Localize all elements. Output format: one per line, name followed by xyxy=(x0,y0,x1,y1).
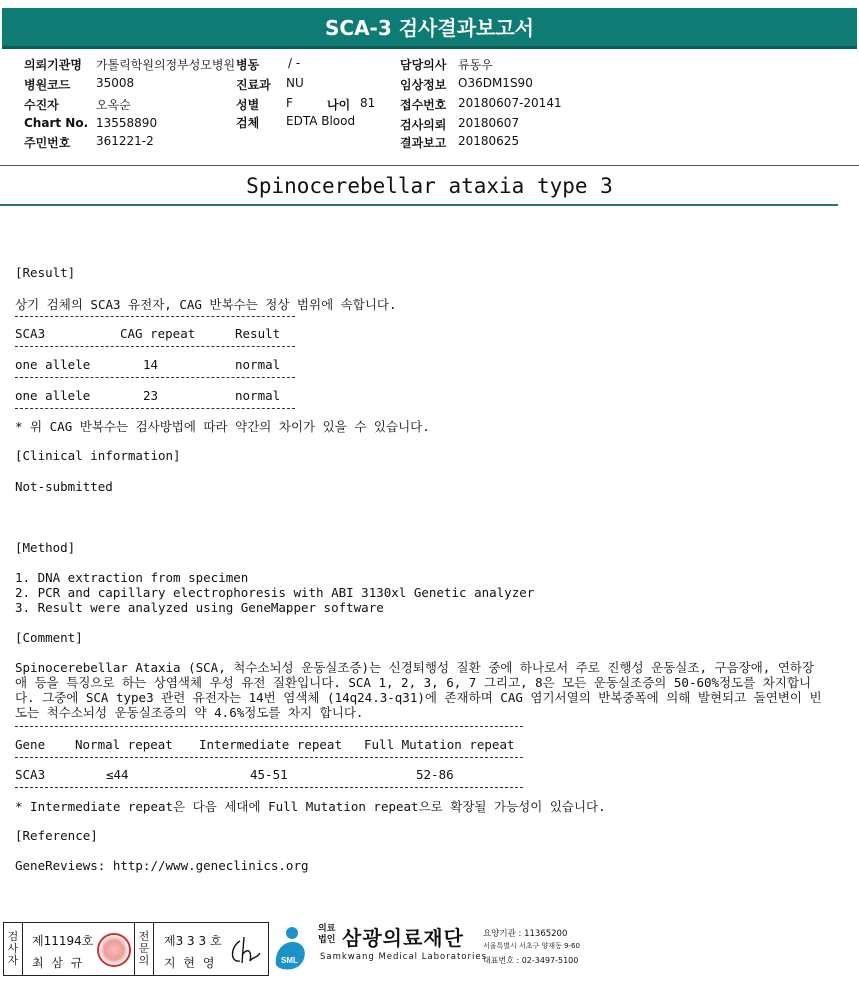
corp-label-bottom: 법인 xyxy=(318,935,336,945)
patient-value: 오옥순 xyxy=(96,98,131,112)
resident-no-value: 361221-2 xyxy=(96,134,154,148)
examiner-name: 최 삼 규 xyxy=(32,956,85,970)
examiner-seal-icon xyxy=(97,933,131,967)
reviewer-label: 전문의 xyxy=(138,930,150,967)
result-row-allele: one allele xyxy=(15,357,91,372)
address: 서울특별시 서초구 양재동 9-60 xyxy=(483,942,580,950)
sml-logo-icon xyxy=(272,925,310,971)
comment-col-normal: Normal repeat xyxy=(75,737,173,752)
result-heading: [Result] xyxy=(15,265,76,280)
patient-label: 수진자 xyxy=(24,98,59,112)
patient-header xyxy=(0,54,859,164)
signature-box xyxy=(3,922,269,976)
reviewer-license: 제3 3 3 호 xyxy=(164,934,222,948)
hospital-code-value: 35008 xyxy=(96,76,135,90)
specimen-label: 검체 xyxy=(236,116,260,130)
clinical-text: Not-submitted xyxy=(15,479,113,494)
report-footer xyxy=(0,915,859,986)
comment-heading: [Comment] xyxy=(15,630,83,645)
report-date-label: 결과보고 xyxy=(400,136,447,150)
report-date-value: 20180625 xyxy=(458,134,520,148)
comment-table-rule xyxy=(15,726,523,727)
comment-row-intermediate: 45-51 xyxy=(250,767,288,782)
corp-label-top: 의료 xyxy=(318,924,336,934)
corp-name: 삼광의료재단 xyxy=(342,926,464,950)
chart-no-label: Chart No. xyxy=(24,116,89,130)
result-note: * 위 CAG 반복수는 검사방법에 따라 약간의 차이가 있을 수 있습니다. xyxy=(15,419,430,434)
comment-col-full: Full Mutation repeat xyxy=(364,737,515,752)
sex-label: 성별 xyxy=(236,98,260,112)
method-item: 3. Result were analyzed using GeneMapper software xyxy=(15,600,384,615)
reference-heading: [Reference] xyxy=(15,828,98,843)
institution-label: 의뢰기관명 xyxy=(24,58,82,72)
clinical-heading: [Clinical information] xyxy=(15,448,181,463)
comment-row-normal: ≤44 xyxy=(106,767,129,782)
method-item: 1. DNA extraction from specimen xyxy=(15,570,249,585)
result-row-repeat: 14 xyxy=(143,357,159,372)
result-table-rule xyxy=(15,408,295,409)
receipt-no-value: 20180607-20141 xyxy=(458,96,562,110)
header-divider xyxy=(0,165,859,166)
sex-value: F xyxy=(286,96,293,110)
reviewer-name: 지 현 영 xyxy=(164,956,217,970)
request-date-label: 검사의뢰 xyxy=(400,118,447,132)
institution-value: 가톨릭학원의정부성모병원 xyxy=(96,58,236,72)
result-col-sca3: SCA3 xyxy=(15,326,46,341)
method-item: 2. PCR and capillary electrophoresis with ABI 3130xl Genetic analyzer xyxy=(15,585,535,600)
result-row-allele: one allele xyxy=(15,388,91,403)
result-row-status: normal xyxy=(235,357,281,372)
facility-code: 요양기관 : 11365200 xyxy=(483,929,568,939)
corp-name-en: Samkwang Medical Laboratories xyxy=(320,952,488,962)
hospital-code-label: 병원코드 xyxy=(24,78,71,92)
specimen-value: EDTA Blood xyxy=(286,114,356,128)
title-divider xyxy=(0,204,838,206)
clinical-info-value: O36DM1S90 xyxy=(458,76,533,90)
signature-icon xyxy=(226,933,262,967)
comment-note: * Intermediate repeat은 다음 세대에 Full Mutation repeat으로 확장될 가능성이 있습니다. xyxy=(15,799,606,814)
result-row-repeat: 23 xyxy=(143,388,159,403)
age-value: 81 xyxy=(360,96,376,110)
result-table-rule xyxy=(15,377,295,378)
result-table-rule xyxy=(15,316,295,317)
comment-row-gene: SCA3 xyxy=(15,767,46,782)
sml-logo-text: SML xyxy=(281,956,298,965)
comment-table-rule xyxy=(15,787,523,788)
comment-col-intermediate: Intermediate repeat xyxy=(199,737,342,752)
receipt-no-label: 접수번호 xyxy=(400,98,447,112)
result-col-result: Result xyxy=(235,326,281,341)
document-title: Spinocerebellar ataxia type 3 xyxy=(246,174,613,198)
ward-label: 병동 xyxy=(236,58,260,72)
comment-text: Spinocerebellar Ataxia (SCA, 척수소뇌성 운동실조증)는 신경퇴행성 질환 중에 하나로서 주로 진행성 운동실조, 구음장애, 연하장애 등을 특징으로 하는 상염색체 우성 유전 질환입니다. SCA 1, 2, 3, 6, 7 그리고, 8은 모든 운동실조증의 50-60%정도를 차지합니다. 그중에 SCA type3 관련 유전자는 14번 염색체 (14q24.3-q31)에 존재하며 CAG 염기서열의 반복중폭에 의해 발현되고 돌연변이 빈도는 척수소뇌성 운동실조증의 약 4.6%정도를 차지 합니다. xyxy=(15,660,822,720)
comment-col-gene: Gene xyxy=(15,737,46,752)
age-label: 나이 xyxy=(327,98,351,112)
method-heading: [Method] xyxy=(15,540,76,555)
result-table-rule xyxy=(15,346,295,347)
examiner-license: 제11194호 xyxy=(32,934,94,948)
clinical-info-label: 임상정보 xyxy=(400,78,447,92)
ward-value: / - xyxy=(288,56,301,70)
doctor-label: 담당의사 xyxy=(400,58,447,72)
result-col-cag: CAG repeat xyxy=(120,326,196,341)
doctor-value: 류동우 xyxy=(458,58,493,72)
examiner-label: 검사자 xyxy=(7,930,19,967)
resident-no-label: 주민번호 xyxy=(24,136,71,150)
reference-text: GeneReviews: http://www.geneclinics.org xyxy=(15,858,309,873)
department-label: 진료과 xyxy=(236,78,271,92)
report-title: SCA-3 검사결과보고서 xyxy=(2,8,857,49)
department-value: NU xyxy=(286,76,304,90)
comment-table-rule xyxy=(15,757,523,758)
result-summary: 상기 검체의 SCA3 유전자, CAG 반복수는 정상 범위에 속합니다. xyxy=(15,297,397,312)
request-date-value: 20180607 xyxy=(458,116,520,130)
phone: 대표번호 : 02-3497-5100 xyxy=(483,956,579,965)
result-row-status: normal xyxy=(235,388,281,403)
comment-row-full: 52-86 xyxy=(416,767,454,782)
chart-no-value: 13558890 xyxy=(96,116,158,130)
